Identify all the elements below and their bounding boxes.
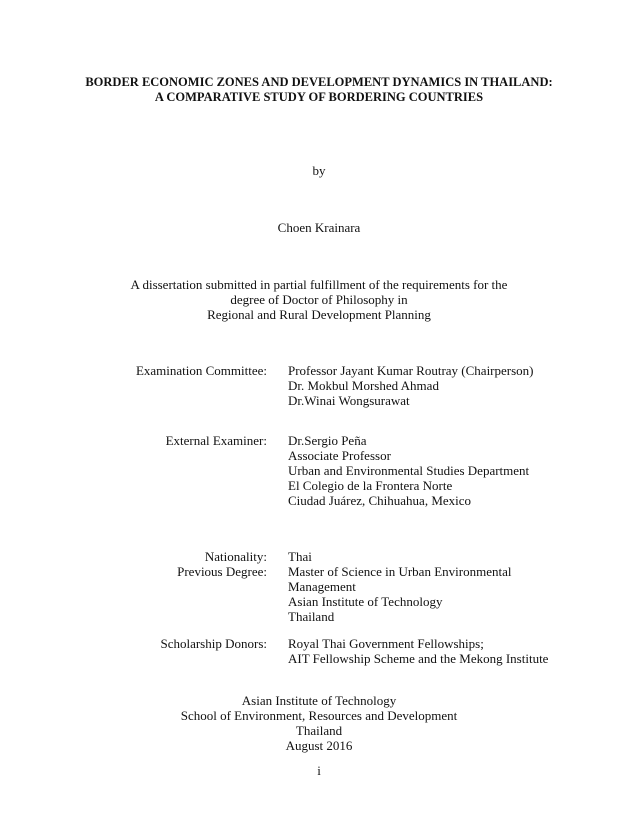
external-examiner-details: [288, 433, 529, 508]
institution-country: Thailand: [295, 723, 343, 738]
statement-line-2: degree of Doctor of Philosophy in: [230, 292, 408, 307]
submission-date: August 2016: [285, 738, 353, 753]
statement-line-1: A dissertation submitted in partial fulfillment of the requirements for the: [130, 277, 508, 292]
external-examiner-line: El Colegio de la Frontera Norte: [288, 478, 453, 493]
previous-degree-label: Previous Degree:: [177, 564, 267, 579]
scholarship-donors: [288, 636, 548, 666]
committee-members: [288, 363, 534, 408]
previous-degree-line: Asian Institute of Technology: [288, 594, 443, 609]
external-examiner-label: External Examiner:: [165, 433, 267, 448]
page-number: i: [317, 763, 321, 778]
nationality-label: Nationality:: [204, 549, 267, 564]
institution-name: Asian Institute of Technology: [241, 693, 397, 708]
committee-member: Professor Jayant Kumar Routray (Chairperson): [288, 363, 534, 378]
personal-labels: [177, 549, 267, 579]
committee-label: Examination Committee:: [135, 363, 267, 378]
school-name: School of Environment, Resources and Development: [180, 708, 458, 723]
external-examiner-line: Dr.Sergio Peña: [288, 433, 367, 448]
personal-values: [288, 549, 511, 624]
previous-degree-line: Management: [288, 579, 356, 594]
committee-member: Dr. Mokbul Morshed Ahmad: [288, 378, 439, 393]
by-label: by: [312, 163, 326, 178]
previous-degree-line: Master of Science in Urban Environmental: [288, 564, 512, 579]
previous-degree-line: Thailand: [288, 609, 335, 624]
external-examiner-line: Urban and Environmental Studies Department: [288, 463, 530, 478]
degree-statement: [0, 277, 638, 322]
external-examiner-line: Associate Professor: [288, 448, 391, 463]
external-examiner-line: Ciudad Juárez, Chihuahua, Mexico: [288, 493, 472, 508]
dissertation-title: [0, 75, 638, 105]
nationality-value: Thai: [288, 549, 312, 564]
author-name: Choen Krainara: [277, 220, 361, 235]
committee-member: Dr.Winai Wongsurawat: [288, 393, 410, 408]
statement-line-3: Regional and Rural Development Planning: [207, 307, 431, 322]
institution-block: [0, 693, 638, 753]
title-line-2: A COMPARATIVE STUDY OF BORDERING COUNTRIES: [154, 90, 484, 104]
title-line-1: BORDER ECONOMIC ZONES AND DEVELOPMENT DYNAMICS IN THAILAND:: [85, 75, 553, 89]
scholarship-line: Royal Thai Government Fellowships;: [288, 636, 484, 651]
scholarship-line: AIT Fellowship Scheme and the Mekong Institute: [288, 651, 549, 666]
scholarship-label: Scholarship Donors:: [160, 636, 267, 651]
